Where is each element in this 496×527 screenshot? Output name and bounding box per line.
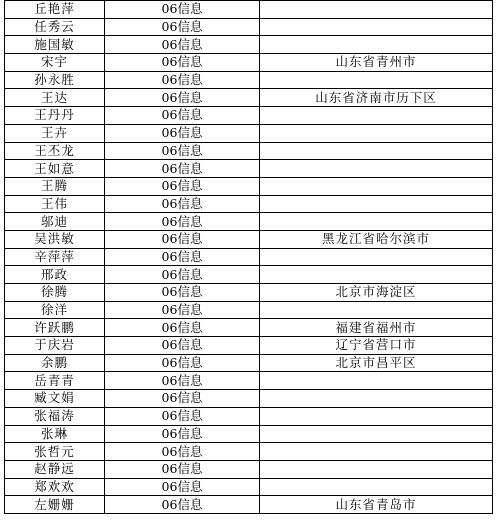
origin-cell (260, 425, 493, 443)
student-name-cell: 王伟 (5, 195, 105, 213)
class-cell: 06信息 (105, 354, 260, 372)
class-cell: 06信息 (105, 230, 260, 248)
origin-cell (260, 160, 493, 178)
student-name-cell: 王丕龙 (5, 142, 105, 160)
origin-cell (260, 372, 493, 390)
class-cell: 06信息 (105, 1, 260, 19)
student-name-cell: 徐腾 (5, 284, 105, 302)
class-cell: 06信息 (105, 142, 260, 160)
origin-cell (260, 18, 493, 36)
origin-cell: 福建省福州市 (260, 319, 493, 337)
student-name-cell: 辛萍萍 (5, 248, 105, 266)
table-row (5, 478, 493, 496)
class-cell: 06信息 (105, 284, 260, 302)
roster-body (5, 1, 493, 514)
table-row (5, 372, 493, 390)
student-name-cell: 岳青青 (5, 372, 105, 390)
student-name-cell: 张福涛 (5, 407, 105, 425)
student-name-cell: 王丹丹 (5, 107, 105, 125)
student-name-cell: 郑欢欢 (5, 478, 105, 496)
student-name-cell: 张哲元 (5, 443, 105, 461)
class-cell: 06信息 (105, 443, 260, 461)
class-cell: 06信息 (105, 213, 260, 231)
student-name-cell: 任秀云 (5, 18, 105, 36)
student-name-cell: 徐洋 (5, 301, 105, 319)
table-row (5, 142, 493, 160)
table-row (5, 71, 493, 89)
table-row (5, 407, 493, 425)
class-cell: 06信息 (105, 496, 260, 514)
table-row (5, 390, 493, 408)
class-cell: 06信息 (105, 89, 260, 107)
student-roster-table (4, 0, 493, 514)
origin-cell (260, 71, 493, 89)
origin-cell (260, 195, 493, 213)
table-row (5, 425, 493, 443)
student-name-cell: 施国敏 (5, 36, 105, 54)
origin-cell (260, 36, 493, 54)
class-cell: 06信息 (105, 195, 260, 213)
table-row (5, 36, 493, 54)
origin-cell: 山东省济南市历下区 (260, 89, 493, 107)
table-row (5, 160, 493, 178)
table-row (5, 443, 493, 461)
class-cell: 06信息 (105, 107, 260, 125)
class-cell: 06信息 (105, 301, 260, 319)
student-name-cell: 臧文娟 (5, 390, 105, 408)
origin-cell (260, 407, 493, 425)
class-cell: 06信息 (105, 390, 260, 408)
origin-cell: 山东省青岛市 (260, 496, 493, 514)
student-name-cell: 王达 (5, 89, 105, 107)
origin-cell (260, 124, 493, 142)
origin-cell (260, 301, 493, 319)
class-cell: 06信息 (105, 54, 260, 72)
table-row (5, 230, 493, 248)
origin-cell (260, 142, 493, 160)
table-row (5, 266, 493, 284)
student-name-cell: 孙永胜 (5, 71, 105, 89)
table-row (5, 89, 493, 107)
table-row (5, 54, 493, 72)
origin-cell (260, 390, 493, 408)
student-name-cell: 左姗姗 (5, 496, 105, 514)
origin-cell (260, 213, 493, 231)
table-row (5, 248, 493, 266)
table-row (5, 124, 493, 142)
class-cell: 06信息 (105, 18, 260, 36)
class-cell: 06信息 (105, 36, 260, 54)
class-cell: 06信息 (105, 478, 260, 496)
student-name-cell: 许跃鹏 (5, 319, 105, 337)
class-cell: 06信息 (105, 337, 260, 355)
student-name-cell: 丘艳萍 (5, 1, 105, 19)
origin-cell: 黑龙江省哈尔滨市 (260, 230, 493, 248)
class-cell: 06信息 (105, 319, 260, 337)
table-row (5, 337, 493, 355)
origin-cell (260, 460, 493, 478)
origin-cell (260, 177, 493, 195)
class-cell: 06信息 (105, 248, 260, 266)
student-name-cell: 邢政 (5, 266, 105, 284)
student-name-cell: 邬迪 (5, 213, 105, 231)
origin-cell (260, 266, 493, 284)
class-cell: 06信息 (105, 124, 260, 142)
origin-cell (260, 107, 493, 125)
table-row (5, 1, 493, 19)
origin-cell (260, 478, 493, 496)
origin-cell: 北京市昌平区 (260, 354, 493, 372)
table-row (5, 284, 493, 302)
table-row (5, 301, 493, 319)
class-cell: 06信息 (105, 372, 260, 390)
table-row (5, 107, 493, 125)
student-name-cell: 于庆岩 (5, 337, 105, 355)
origin-cell: 北京市海淀区 (260, 284, 493, 302)
origin-cell (260, 1, 493, 19)
origin-cell (260, 248, 493, 266)
student-name-cell: 王腾 (5, 177, 105, 195)
table-row (5, 195, 493, 213)
table-row (5, 213, 493, 231)
student-name-cell: 吴洪敏 (5, 230, 105, 248)
class-cell: 06信息 (105, 460, 260, 478)
table-row (5, 319, 493, 337)
table-row (5, 460, 493, 478)
student-name-cell: 张琳 (5, 425, 105, 443)
table-row (5, 354, 493, 372)
origin-cell: 山东省青州市 (260, 54, 493, 72)
class-cell: 06信息 (105, 177, 260, 195)
origin-cell (260, 443, 493, 461)
table-row (5, 18, 493, 36)
origin-cell: 辽宁省营口市 (260, 337, 493, 355)
class-cell: 06信息 (105, 71, 260, 89)
class-cell: 06信息 (105, 266, 260, 284)
student-name-cell: 王卉 (5, 124, 105, 142)
student-name-cell: 宋宇 (5, 54, 105, 72)
student-name-cell: 王如意 (5, 160, 105, 178)
student-name-cell: 余鹏 (5, 354, 105, 372)
table-row (5, 496, 493, 514)
class-cell: 06信息 (105, 425, 260, 443)
table-row (5, 177, 493, 195)
student-name-cell: 赵静远 (5, 460, 105, 478)
class-cell: 06信息 (105, 407, 260, 425)
class-cell: 06信息 (105, 160, 260, 178)
